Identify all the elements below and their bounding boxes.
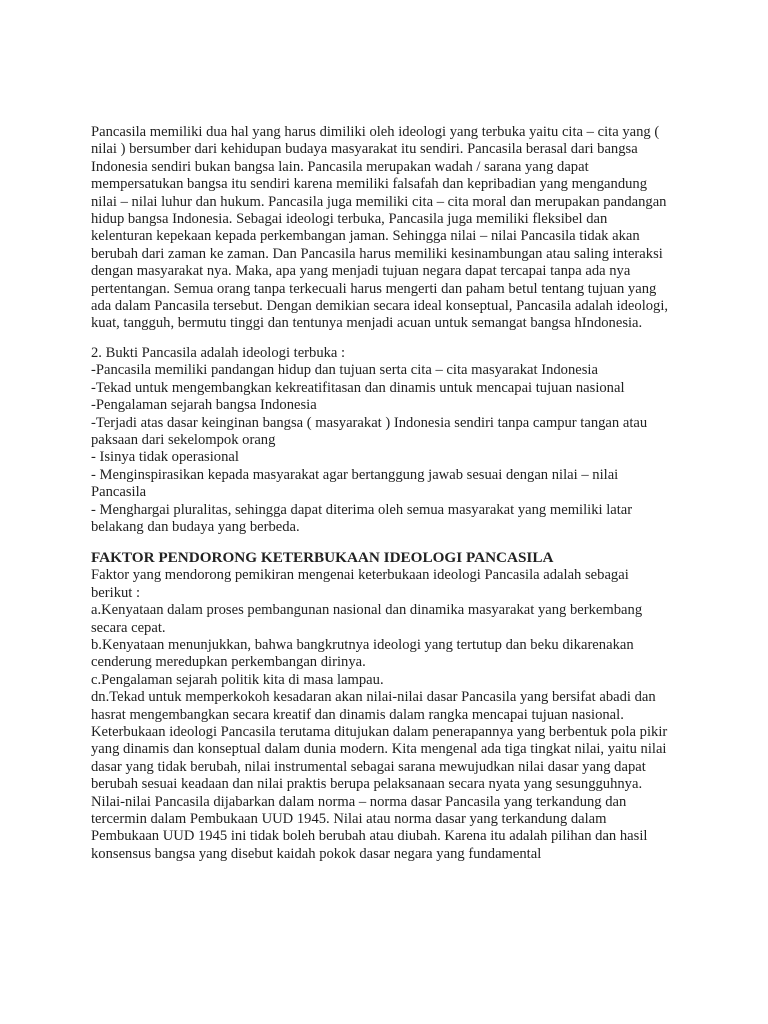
section-2-item: - Menghargai pluralitas, sehingga dapat diterima oleh semua masyarakat yang memiliki latar belakang dan budaya yang berbeda.: [91, 501, 633, 535]
section-2-item: -Tekad untuk mengembangkan kekreatifitasan dan dinamis untuk mencapai tujuan nasional: [91, 379, 625, 396]
section-2-item: -Pengalaman sejarah bangsa Indonesia: [91, 397, 317, 414]
section-3-item: b.Kenyataan menunjukkan, bahwa bangkrutnya ideologi yang tertutup dan beku dikarenakan cenderung meredupkan perkembangan dirinya.: [91, 636, 634, 671]
section-2-item: - Isinya tidak operasional: [91, 449, 239, 466]
section-2-item: - Menginspirasikan kepada masyarakat agar bertanggung jawab sesuai dengan nilai – nilai Pancasila: [91, 466, 619, 501]
paragraph-spacer: [91, 333, 671, 345]
section-3-intro: Faktor yang mendorong pemikiran mengenai keterbukaan ideologi Pancasila adalah sebagai berikut :: [91, 567, 629, 601]
paragraph-spacer: [91, 536, 671, 548]
section-3-heading: FAKTOR PENDORONG KETERBUKAAN IDEOLOGI PANCASILA: [91, 549, 554, 567]
section-2-item: -Pancasila memiliki pandangan hidup dan tujuan serta cita – cita masyarakat Indonesia: [91, 362, 598, 379]
document-page: [91, 124, 671, 863]
section-3-item: a.Kenyataan dalam proses pembangunan nasional dan dinamika masyarakat yang berkembang secara cepat.: [91, 602, 643, 636]
intro-paragraph: Pancasila memiliki dua hal yang harus dimiliki oleh ideologi yang terbuka yaitu cita – cita yang ( nilai ) bersumber dari kehidupan budaya masyarakat itu sendiri. Pancasila berasal dari bangsa Indonesia sendiri bukan bangsa lain. Pancasila merupakan wadah / sarana yang dapat mempersatukan bangsa itu sendiri karena memiliki falsafah dan kepribadian yang mengandung nilai – nilai luhur dan hukum. Pancasila juga memiliki cita – cita moral dan merupakan pandangan hidup bangsa Indonesia. Sebagai ideologi terbuka, Pancasila juga memiliki fleksibel dan kelenturan kepekaan kepada perkembangan jaman. Sehingga nilai – nilai Pancasila tidak akan berubah dari zaman ke zaman. Dan Pancasila harus memiliki kesinambungan atau saling interaksi dengan masyarakat nya. Maka, apa yang menjadi tujuan negara dapat tercapai tanpa ada nya pertentangan. Semua orang tanpa terkecuali harus mengerti dan paham betul tentang tujuan yang ada dalam Pancasila tersebut. Dengan demikian secara ideal konseptual, Pancasila adalah ideologi, kuat, tangguh, bermutu tinggi dan tentunya menjadi acuan untuk semangat bangsa hIndonesia.: [91, 124, 669, 332]
section-3-item: c.Pengalaman sejarah politik kita di masa lampau.: [91, 671, 384, 688]
section-3-closing: Keterbukaan ideologi Pancasila terutama ditujukan dalam penerapannya yang berbentuk pola pikir yang dinamis dan konseptual dalam dunia modern. Kita mengenal ada tiga tingkat nilai, yaitu nilai dasar yang tidak berubah, nilai instrumental sebagai sarana mewujudkan nilai dasar yang dapat berubah sesuai keadaan dan nilai praktis berupa pelaksanaan secara nyata yang sesungguhnya. Nilai-nilai Pancasila dijabarkan dalam norma – norma dasar Pancasila yang terkandung dan tercermin dalam Pembukaan UUD 1945. Nilai atau norma dasar yang terkandung dalam Pembukaan UUD 1945 ini tidak boleh berubah atau diubah. Karena itu adalah pilihan dan hasil konsensus bangsa yang disebut kaidah pokok dasar negara yang fundamental: [91, 724, 668, 862]
section-2-title: 2. Bukti Pancasila adalah ideologi terbuka :: [91, 344, 346, 361]
section-3-item: dn.Tekad untuk memperkokoh kesadaran akan nilai-nilai dasar Pancasila yang bersifat abadi dan hasrat mengembangkan secara kreatif dan dinamis dalam rangka mencapai tujuan nasional.: [91, 689, 656, 723]
section-2-item: -Terjadi atas dasar keinginan bangsa ( masyarakat ) Indonesia sendiri tanpa campur tangan atau paksaan dari sekelompok orang: [91, 414, 648, 448]
